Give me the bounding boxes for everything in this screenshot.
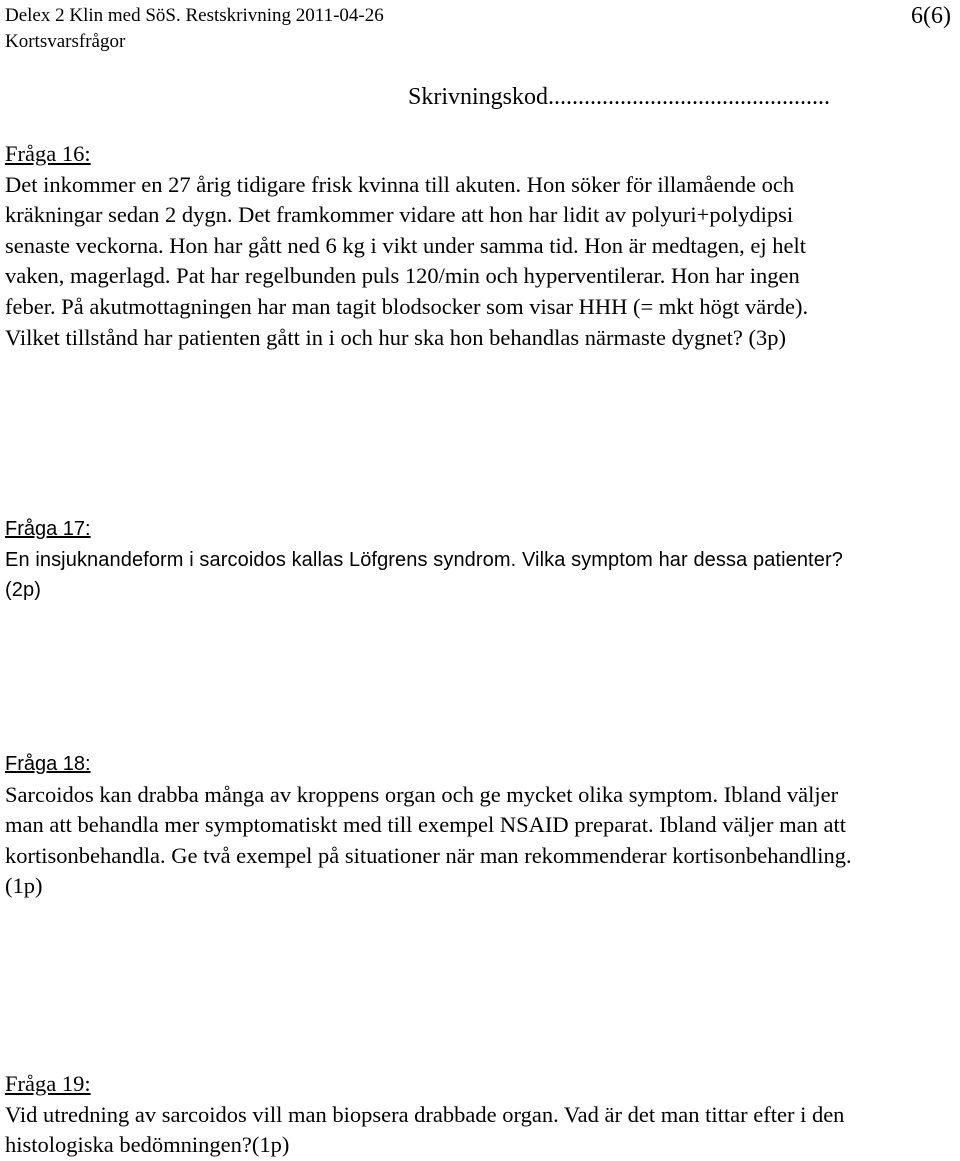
- question-label: Fråga 16:: [5, 141, 91, 166]
- question-text-line: histologiska bedömningen?(1p): [5, 1132, 290, 1158]
- question-text-line: (2p): [5, 579, 41, 602]
- question-text-line: Det inkommer en 27 årig tidigare frisk kvinna till akuten. Hon söker för illamående och: [5, 171, 795, 197]
- page-number: 6(6): [911, 3, 951, 29]
- question-text-line: kortisonbehandla. Ge två exempel på situationer när man rekommenderar kortisonbehandling.: [5, 842, 852, 868]
- exam-code-field: Skrivningskod...............................................: [408, 84, 831, 110]
- question-text-line: Sarcoidos kan drabba många av kroppens organ och ge mycket olika symptom. Ibland väljer: [5, 781, 839, 807]
- question-text-line: Vid utredning av sarcoidos vill man biopsera drabbade organ. Vad är det man tittar efter i den: [5, 1101, 845, 1127]
- question-text-line: senaste veckorna. Hon har gått ned 6 kg i vikt under samma tid. Hon är medtagen, ej helt: [5, 232, 807, 258]
- question-text-line: kräkningar sedan 2 dygn. Det framkommer vidare att hon har lidit av polyuri+polydipsi: [5, 202, 794, 228]
- question-text-line: Vilket tillstånd har patienten gått in i och hur ska hon behandlas närmaste dygnet? (3p): [5, 324, 786, 350]
- question-text-line: vaken, magerlagd. Pat har regelbunden puls 120/min och hyperventilerar. Hon har ingen: [5, 263, 800, 289]
- question-text-line: feber. På akutmottagningen har man tagit blodsocker som visar HHH (= mkt högt värde).: [5, 293, 809, 319]
- question-17: [5, 514, 957, 606]
- section-subtitle: Kortsvarsfrågor: [5, 31, 126, 52]
- question-18: [5, 749, 957, 902]
- question-16: [5, 139, 957, 353]
- page-header: [5, 3, 384, 55]
- question-label: Fråga 17:: [5, 518, 91, 540]
- question-text-line: man att behandla mer symptomatiskt med till exempel NSAID preparat. Ibland väljer man att: [5, 812, 847, 838]
- question-text-line: En insjuknandeform i sarcoidos kallas Löfgrens syndrom. Vilka symptom har dessa patienter?: [5, 548, 843, 571]
- question-label: Fråga 19:: [5, 1071, 91, 1096]
- question-19: [5, 1069, 957, 1161]
- question-text-line: (1p): [5, 873, 43, 899]
- course-line: Delex 2 Klin med SöS. Restskrivning 2011-04-26: [5, 5, 384, 26]
- question-label: Fråga 18:: [5, 753, 91, 775]
